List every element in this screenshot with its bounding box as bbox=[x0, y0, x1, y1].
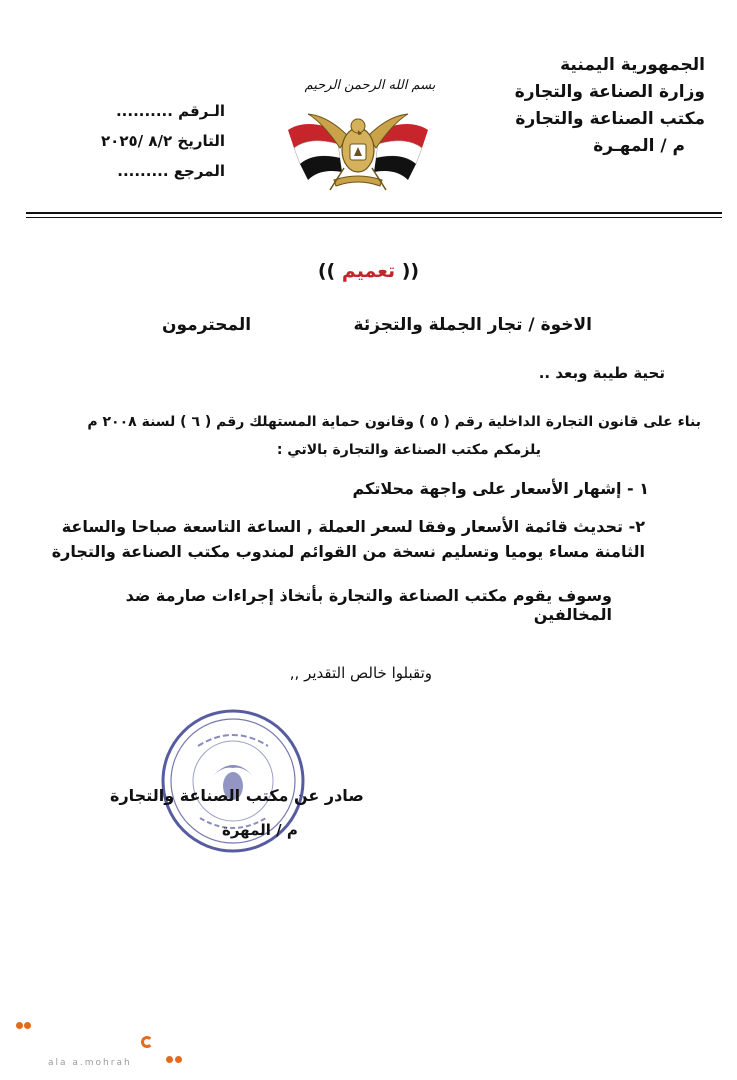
warning-paragraph: وسوف يقوم مكتب الصناعة والتجارة بأتخاذ إجراءات صارمة ضد المخالفين bbox=[125, 586, 612, 624]
header-line: م / المهـرة bbox=[593, 136, 685, 156]
date-line: التاريخ ٨/٢ /٢٠٢٥ bbox=[101, 132, 225, 150]
addressee: الاخوة / تجار الجملة والتجزئة bbox=[353, 315, 592, 335]
header-divider-thin bbox=[26, 217, 722, 218]
basis-line: بناء على قانون التجارة الداخلية رقم ( ٥ ) وقانون حماية المستهلك رقم ( ٦ ) لسنة ٢٠٠٨ م bbox=[87, 414, 701, 430]
decorative-dot bbox=[175, 1056, 182, 1063]
reference-block bbox=[85, 96, 225, 186]
title-bracket: )) bbox=[401, 260, 420, 282]
legal-basis bbox=[61, 408, 701, 464]
reference-line: المرجع ......... bbox=[117, 162, 225, 180]
issued-by: صادر عن مكتب الصناعة والتجارة bbox=[110, 786, 364, 805]
basmala: بسم الله الرحمن الرحيم bbox=[304, 78, 436, 93]
issued-branch: م / المهرة bbox=[222, 821, 298, 839]
eagle-emblem-icon bbox=[278, 100, 438, 195]
decorative-dot bbox=[24, 1022, 31, 1029]
decorative-dot bbox=[16, 1022, 23, 1029]
item2-line: الثامنة مساء يوميا وتسليم نسخة من القوائم لمندوب مكتب الصناعة والتجارة bbox=[51, 542, 645, 561]
instruction-item-1: ١ - إشهار الأسعار على واجهة محلاتكم bbox=[352, 479, 649, 498]
header-line: وزارة الصناعة والتجارة bbox=[514, 82, 705, 102]
closing-regards: وتقبلوا خالص التقدير ,, bbox=[289, 664, 432, 682]
logo-mark-icon bbox=[141, 1036, 153, 1048]
watermark: ala a.mohrah bbox=[48, 1058, 132, 1068]
greeting: تحية طيبة وبعد .. bbox=[538, 364, 665, 382]
circular-title bbox=[0, 260, 737, 282]
header-line: مكتب الصناعة والتجارة bbox=[515, 109, 705, 129]
header-divider bbox=[26, 212, 722, 214]
title-bracket: (( bbox=[317, 260, 336, 282]
instruction-item-2 bbox=[25, 514, 645, 564]
decorative-dot bbox=[166, 1056, 173, 1063]
honorific: المحترمون bbox=[162, 315, 252, 335]
title-word: تعميم bbox=[341, 260, 396, 282]
number-line: الـرقم .......... bbox=[115, 102, 225, 120]
basis-line: يلزمكم مكتب الصناعة والتجارة بالاتي : bbox=[276, 442, 541, 458]
ministry-header bbox=[465, 52, 705, 160]
item2-line: ٢- تحديث قائمة الأسعار وفقا لسعر العملة , الساعة التاسعة صباحا والساعة bbox=[61, 517, 645, 536]
header-line: الجمهورية اليمنية bbox=[560, 55, 705, 75]
